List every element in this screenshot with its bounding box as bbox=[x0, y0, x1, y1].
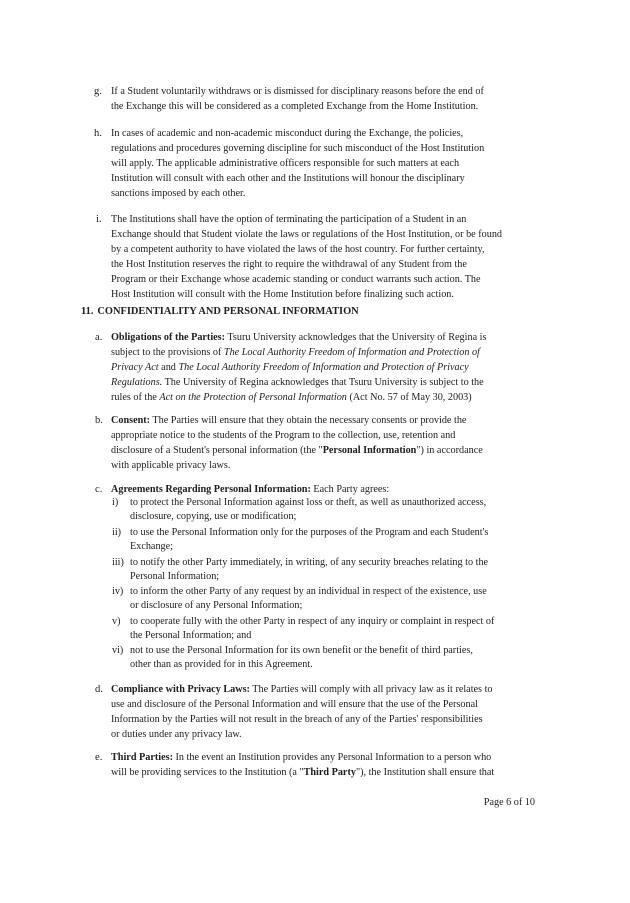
clause-text: Consent: The Parties will ensure that they obtain the necessary consents or provide the appropriate notice to the students of the Program to the collection, use, retention and disclosure of a Student's personal information (the "Personal Information") in accordance with applicable privacy laws. bbox=[111, 415, 483, 471]
subitem-text: to cooperate fully with the other Party in respect of any inquiry or complaint in respect of the Personal Information; and bbox=[130, 616, 495, 641]
subitem-text: to notify the other Party immediately, in writing, of any security breaches relating to the Personal Information; bbox=[130, 557, 489, 582]
section-number: 11. bbox=[81, 306, 94, 317]
subitem-marker: v) bbox=[112, 616, 121, 627]
section-title: CONFIDENTIALITY AND PERSONAL INFORMATION bbox=[97, 306, 359, 317]
subitem-text: to inform the other Party of any request by an individual in respect of the existence, use or disclosure of any Personal Information; bbox=[130, 586, 487, 611]
subitem-text: to use the Personal Information only for the purposes of the Program and each Student's Exchange; bbox=[130, 527, 489, 552]
subitem-marker: iv) bbox=[112, 586, 124, 597]
clause-marker: i. bbox=[96, 214, 102, 225]
clause-title: Obligations of the Parties: bbox=[111, 332, 226, 343]
clause-text: The Institutions shall have the option of terminating the participation of a Student in an Exchange should that Student violate the laws or regulations of the Host Institution, or be found by a competent authority to have violated the laws of the host country. For further certainty, the Host Institution reserves the right to require the withdrawal of any Student from the Program or their Exchange whose academic standing or conduct warrants such action. The Host Institution will consult with the Home Institution before finalizing such action. bbox=[111, 214, 503, 300]
subitem-marker: ii) bbox=[112, 527, 122, 538]
clause-text: Compliance with Privacy Laws: The Parties will comply with all privacy law as it relates to use and disclosure of the Personal Information and will ensure that the use of the Personal Information by the Parties will not result in the breach of any of the Parties' responsibilities or duties under any privacy law. bbox=[111, 684, 493, 740]
clause-text: If a Student voluntarily withdraws or is dismissed for disciplinary reasons before the end of the Exchange this will be considered as a completed Exchange from the Home Institution. bbox=[111, 86, 484, 112]
clause-marker: b. bbox=[95, 415, 103, 426]
clause-marker: h. bbox=[94, 128, 102, 139]
clause-marker: d. bbox=[95, 684, 103, 695]
clause-title: Agreements Regarding Personal Information: bbox=[111, 484, 311, 495]
subitem-marker: iii) bbox=[112, 557, 124, 568]
clause-text: Obligations of the Parties: Tsuru University acknowledges that the University of Regina is subject to the provisions of The Local Authority Freedom of Information and Protection of Privacy Act and The Local Authority Freedom of Information and Protection of Privacy Regulations. The University of Regina acknowledges that Tsuru University is subject to the rules of the Act on the Protection of Personal Information (Act No. 57 of May 30, 2003) bbox=[111, 332, 487, 403]
clause-marker: g. bbox=[94, 86, 102, 97]
section-heading bbox=[81, 305, 359, 319]
clause-marker: e. bbox=[95, 752, 103, 763]
clause-marker: c. bbox=[95, 484, 103, 495]
clause-text: In cases of academic and non-academic misconduct during the Exchange, the policies, regulations and procedures governing discipline for such misconduct of the Host Institution will apply. The applicable administrative officers responsible for such matters at each Institution will consult with each other and the Institutions will honour the disciplinary sanctions imposed by each other. bbox=[111, 128, 485, 199]
clause-title: Compliance with Privacy Laws: bbox=[111, 684, 250, 695]
clause-title: Consent: bbox=[111, 415, 151, 426]
subitem-marker: vi) bbox=[112, 645, 124, 656]
subitem-text: to protect the Personal Information against loss or theft, as well as unauthorized access, disclosure, copying, use or modification; bbox=[130, 497, 487, 522]
subitem-text: not to use the Personal Information for its own benefit or the benefit of third parties, other than as provided for in this Agreement. bbox=[130, 645, 473, 670]
clause-title: Third Parties: bbox=[111, 752, 173, 763]
clause-marker: a. bbox=[95, 332, 103, 343]
clause-text: Third Parties: In the event an Institution provides any Personal Information to a person who will be providing services to the Institution (a "Third Party"), the Institution shall ensure that bbox=[111, 752, 495, 778]
subitem-marker: i) bbox=[112, 497, 119, 508]
page-number: Page 6 of 10 bbox=[483, 797, 535, 808]
clause-text: Agreements Regarding Personal Information: Each Party agrees: bbox=[111, 484, 390, 495]
